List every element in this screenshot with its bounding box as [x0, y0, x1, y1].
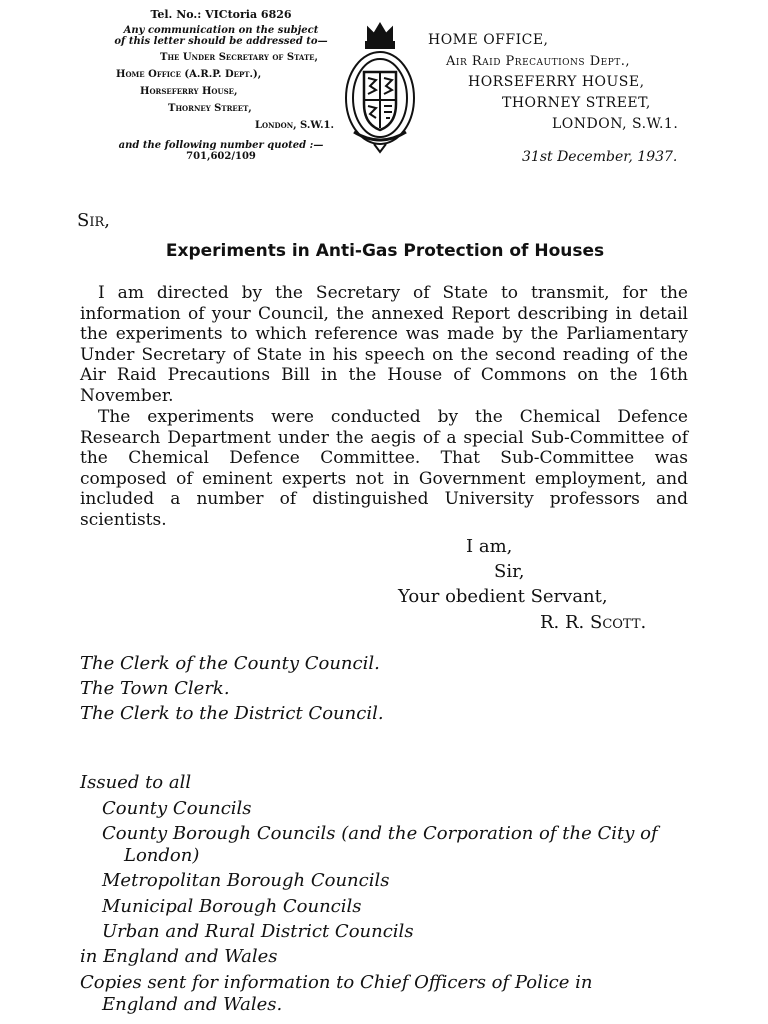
telephone-number: Tel. No.: VICtoria 6826 — [150, 8, 292, 21]
signature: R. R. Scott. — [540, 612, 647, 633]
distribution-item: London) — [124, 845, 200, 866]
letter-title: Experiments in Anti-Gas Protection of Houses — [165, 241, 605, 261]
address-line: Horseferry House, — [140, 86, 238, 97]
closing-line: Sir, — [494, 561, 525, 582]
number-note: and the following number quoted :— — [118, 140, 324, 151]
distribution-item: Metropolitan Borough Councils — [102, 870, 390, 891]
paragraph-2: The experiments were conducted by the Chemical Defence Research Department under the aegis of a special Sub-Committee of the Chemical Defence Committee. That Sub-Committee was composed of eminent experts not in Government employment, and included a number of distinguished University professors and scientists. — [80, 407, 688, 530]
address-line: HOME OFFICE, — [428, 32, 549, 48]
distribution-item: Municipal Borough Councils — [102, 896, 362, 917]
closing-line: I am, — [466, 536, 513, 557]
address-line: The Under Secretary of State, — [160, 52, 318, 63]
letterhead-right — [428, 30, 688, 135]
address-line: Home Office (A.R.P. Dept.), — [116, 69, 262, 80]
distribution-region: in England and Wales — [80, 946, 278, 967]
distribution-item: Urban and Rural District Councils — [102, 921, 414, 942]
communication-note-2: of this letter should be addressed to— — [114, 36, 328, 47]
addressee: The Clerk to the District Council. — [80, 703, 384, 724]
distribution-item: County Councils — [102, 798, 252, 819]
salutation: Sir, — [77, 210, 110, 231]
address-line: LONDON, S.W.1. — [552, 116, 679, 132]
copies-note-2: England and Wales. — [102, 994, 283, 1015]
letterhead-left — [96, 8, 346, 162]
letter-date: 31st December, 1937. — [522, 149, 678, 165]
address-line: London, S.W.1. — [255, 120, 334, 131]
paragraph-1: I am directed by the Secretary of State to transmit, for the information of your Council, the annexed Report describing in detail the experiments to which reference was made by the Parliamentary Under Secretary of State in his speech on the second reading of the Air Raid Precautions Bill in the House of Commons on the 16th November. — [80, 283, 688, 406]
address-line: Air Raid Precautions Dept., — [446, 54, 631, 69]
communication-note: Any communication on the subject — [123, 25, 319, 36]
addressee: The Clerk of the County Council. — [80, 653, 380, 674]
address-line: THORNEY STREET, — [502, 95, 651, 111]
royal-crest-icon — [338, 20, 422, 160]
address-line: HORSEFERRY HOUSE, — [468, 74, 645, 90]
distribution-item: County Borough Councils (and the Corporation of the City of — [102, 823, 658, 844]
copies-note: Copies sent for information to Chief Officers of Police in — [80, 972, 593, 993]
address-line: Thorney Street, — [168, 103, 252, 114]
addressee: The Town Clerk. — [80, 678, 230, 699]
distribution-heading: Issued to all — [80, 772, 192, 793]
closing-line: Your obedient Servant, — [398, 586, 608, 607]
reference-number: 701,602/109 — [186, 151, 256, 162]
